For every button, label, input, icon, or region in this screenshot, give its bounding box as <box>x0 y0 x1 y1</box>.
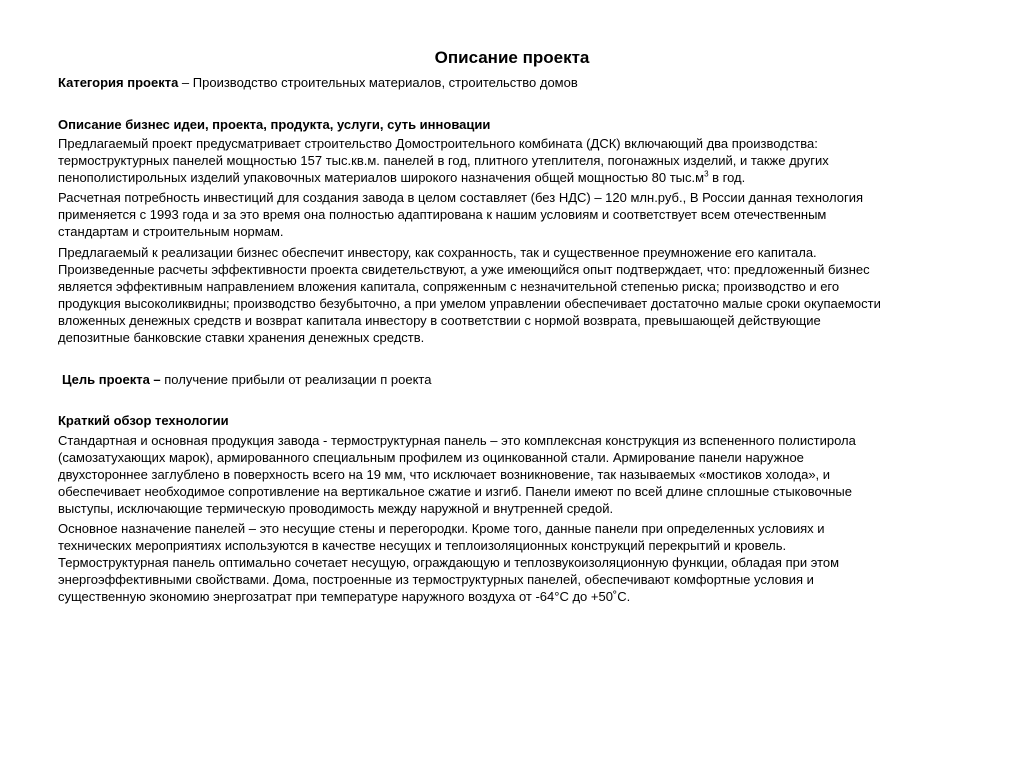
business-idea-paragraph-1 <box>58 135 978 186</box>
cubic-superscript: 3 <box>704 169 709 179</box>
project-category-label: Категория проекта <box>58 75 179 90</box>
technology-paragraph-2 <box>58 520 978 605</box>
paragraph-line: термоструктурных панелей мощностью 157 тыс.кв.м. панелей в год, плитного утеплителя, погонажных изделий, и также других <box>58 153 829 168</box>
project-goal-value: получение прибыли от реализации п роекта <box>160 372 432 387</box>
project-goal-label: Цель проекта – <box>62 372 161 387</box>
paragraph-line: Предлагаемый проект предусматривает строительство Домостроительного комбината (ДСК) включающий два производства: <box>58 136 818 151</box>
paragraph-line: существенную экономию энергозатрат при температуре наружного воздуха от -64°С до +50˚С. <box>58 589 631 604</box>
project-goal <box>62 371 982 388</box>
capacity-unit-text: в год. <box>708 170 746 185</box>
business-idea-heading: Описание бизнес идеи, проекта, продукта, услуги, суть инновации <box>58 117 491 132</box>
paragraph-line <box>58 169 978 186</box>
paragraph-line: выступы, исключающие термическую проводимость между наружной и внутренней средой. <box>58 501 614 516</box>
technology-paragraph-1 <box>58 432 978 517</box>
paragraph-line: (самозатухающих марок), армированного специальным профилем из оцинкованной стали. Армирование панели наружное <box>58 450 804 465</box>
capacity-text: пенополистирольных изделий упаковочных материалов широкого назначения общей мощностью 80 тыс.м <box>58 170 705 185</box>
business-idea-paragraph-3 <box>58 244 978 346</box>
project-category <box>58 74 978 91</box>
paragraph-line: стандартам и строительным нормам. <box>58 224 284 239</box>
paragraph-line: обеспечивает необходимое сопротивление на вертикальное сжатие и изгиб. Панели имеют по всей длине сплошные стыковочные <box>58 484 852 499</box>
paragraph-line: вложенных денежных средств и возврат капитала инвестору в соответствии с нормой возврата, превышающей действующие <box>58 313 821 328</box>
paragraph-line: депозитные банковские ставки хранения денежных средств. <box>58 330 425 345</box>
paragraph-line: технических мероприятиях используются в качестве несущих и теплоизоляционных конструкций перекрытий и кровель. <box>58 538 787 553</box>
business-idea-paragraph-2 <box>58 189 978 240</box>
paragraph-line: применяется с 1993 года и за это время она полностью адаптирована к нашим условиям и соответствует всем отечественным <box>58 207 827 222</box>
paragraph-line: Основное назначение панелей – это несущие стены и перегородки. Кроме того, данные панели при определенных условиях и <box>58 521 825 536</box>
project-category-dash: – <box>178 75 193 90</box>
paragraph-line: продукция высоколиквидны; производство безубыточно, а при умелом управлении обеспечивает достаточно малые сроки окупаемости <box>58 296 881 311</box>
paragraph-line: Произведенные расчеты эффективности проекта свидетельствуют, а уже имеющийся опыт подтверждает, что: предложенный бизнес <box>58 262 870 277</box>
paragraph-line: Расчетная потребность инвестиций для создания завода в целом составляет (без НДС) – 120 млн.руб., В России данная технология <box>58 190 863 205</box>
paragraph-line: двухстороннее заглублено в поверхность всего на 19 мм, что исключает возникновение, так называемых «мостиков холода», и <box>58 467 831 482</box>
page-title: Описание проекта <box>434 48 590 67</box>
paragraph-line: Стандартная и основная продукция завода - термоструктурная панель – это комплексная конструкция из вспененного полистирола <box>58 433 856 448</box>
technology-heading: Краткий обзор технологии <box>58 413 229 428</box>
paragraph-line: является эффективным направлением вложения капитала, сопряженным с незначительной степенью риска; производство и его <box>58 279 840 294</box>
paragraph-line: энергоэффективными свойствами. Дома, построенные из термоструктурных панелей, обеспечивают комфортные условия и <box>58 572 814 587</box>
project-category-value: Производство строительных материалов, строительство домов <box>192 75 578 90</box>
paragraph-line: Термоструктурная панель оптимально сочетает несущую, ограждающую и теплозвукоизоляционную функции, обладая при этом <box>58 555 840 570</box>
paragraph-line: Предлагаемый к реализации бизнес обеспечит инвестору, как сохранность, так и существенное преумножение его капитала. <box>58 245 817 260</box>
